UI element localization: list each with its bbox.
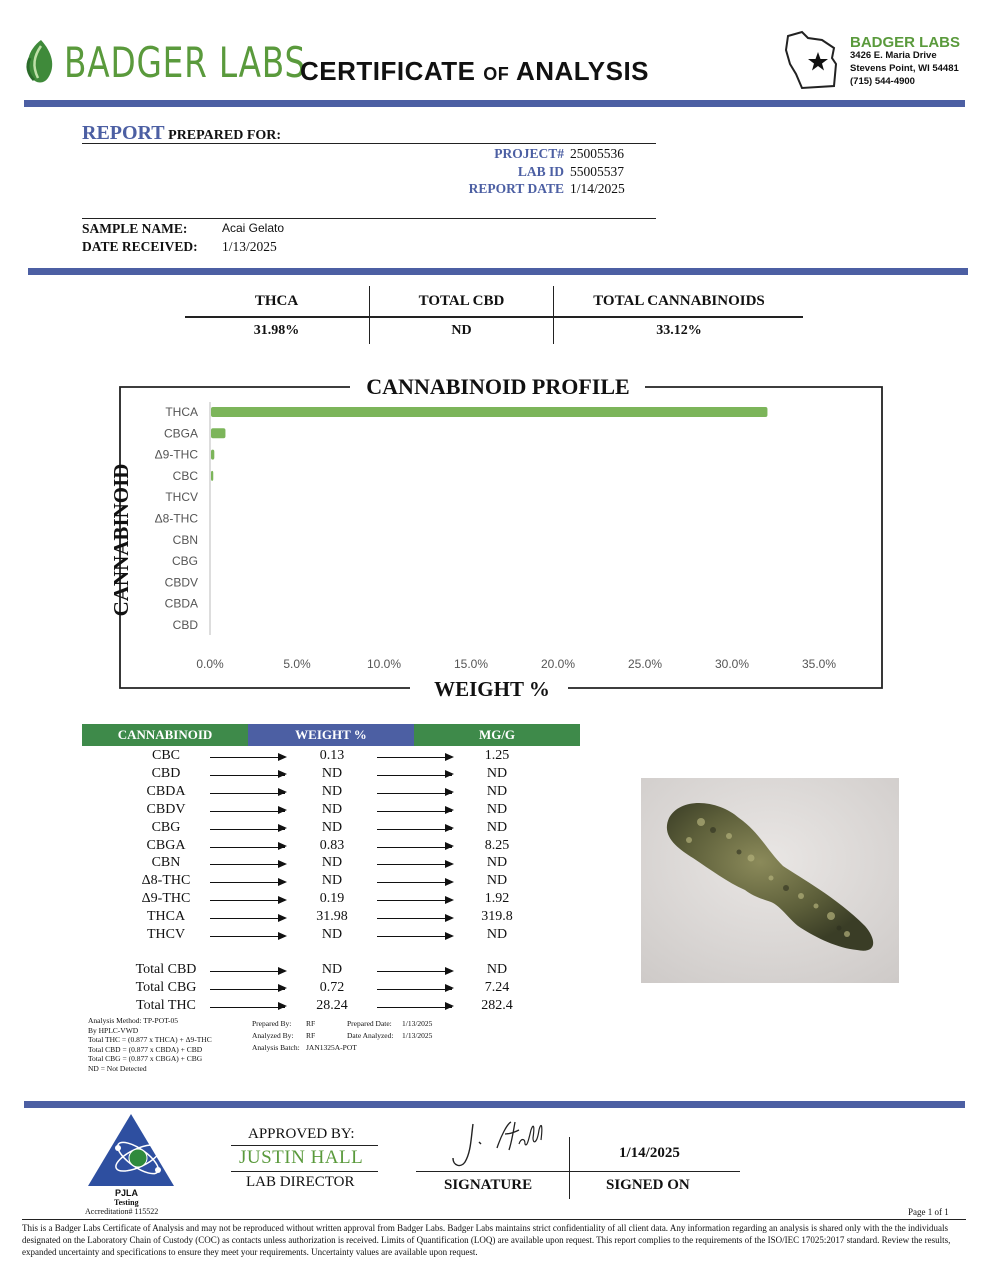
analyzed-by: RF bbox=[306, 1031, 316, 1040]
badger-labs-leaf-logo-icon bbox=[22, 38, 60, 86]
arrow-icon bbox=[377, 757, 452, 758]
chart-category-label: CBC bbox=[172, 468, 198, 483]
chart-category-label: Δ8-THC bbox=[154, 511, 198, 526]
chart-category-label: THCV bbox=[165, 490, 198, 505]
mg-value: ND bbox=[486, 801, 508, 817]
date-values bbox=[402, 1018, 432, 1042]
mg-value: ND bbox=[486, 927, 508, 942]
table-row bbox=[82, 998, 580, 1016]
table-row bbox=[82, 748, 580, 766]
report-word: REPORT bbox=[82, 122, 165, 144]
arrow-icon bbox=[210, 936, 285, 937]
date-received-value: 1/13/2025 bbox=[222, 239, 277, 254]
title-part-2: OF bbox=[483, 64, 510, 84]
arrow-icon bbox=[210, 757, 285, 758]
weight-value: ND bbox=[321, 855, 343, 871]
cannabinoid-name: Total CBD bbox=[135, 962, 197, 977]
arrow-icon bbox=[210, 900, 285, 901]
table-row bbox=[82, 820, 580, 838]
pjla-label: PJLA bbox=[115, 1188, 139, 1198]
arrow-icon bbox=[377, 918, 452, 919]
project-label: PROJECT# bbox=[494, 146, 564, 161]
cannabinoid-profile-chart bbox=[100, 370, 900, 705]
signature-divider bbox=[569, 1137, 570, 1199]
prepared-for-label: PREPARED FOR: bbox=[168, 128, 282, 143]
weight-value: ND bbox=[321, 873, 343, 889]
arrow-icon bbox=[210, 882, 285, 883]
disclaimer-text: This is a Badger Labs Certificate of Analysis and may not be reproduced without written approval from Badger Labs. Badger Labs maintains strict confidentiality of all client data. Any information regarding an analysis is shared only with the the individuals designated on the Laboratory Chain of Custody (COC) as contacts unless authorization is received. Limits of Quantification (LOQ) are available upon request. This report complies to the requirements of the ISO/IEC 17025:2017 standard. Review the results, expanded uncertainty and specifications to ensure they meet your requirements. Uncertainty values are available upon request. bbox=[22, 1223, 951, 1257]
chart-x-tick-label: 25.0% bbox=[627, 657, 663, 671]
date-info bbox=[347, 1018, 393, 1042]
chart-category-label: CBG bbox=[171, 554, 198, 569]
mg-value: ND bbox=[486, 873, 508, 889]
chart-category-label: CBDV bbox=[164, 575, 198, 590]
report-date-value: 1/14/2025 bbox=[570, 181, 625, 196]
chart-bar bbox=[211, 428, 225, 438]
table-row bbox=[82, 980, 580, 998]
arrow-icon bbox=[210, 829, 285, 830]
weight-value: 0.83 bbox=[319, 837, 345, 853]
sample-name-value: Acai Gelato bbox=[222, 221, 285, 235]
signed-on-value: 1/14/2025 bbox=[619, 1145, 680, 1161]
summary-rule bbox=[185, 316, 803, 318]
mg-value: ND bbox=[486, 783, 508, 799]
logo-wordmark: BADGER LABS bbox=[64, 38, 307, 87]
arrow-icon bbox=[210, 793, 285, 794]
report-heading-rule bbox=[82, 143, 656, 144]
approver-name: JUSTIN HALL bbox=[239, 1147, 364, 1168]
chart-y-axis-label: CANNABINOID bbox=[109, 463, 133, 617]
arrow-icon bbox=[210, 775, 285, 776]
summary-header-total-cannabinoids: TOTAL CANNABINOIDS bbox=[593, 293, 765, 309]
weight-value: 0.19 bbox=[319, 891, 345, 907]
approver-title: LAB DIRECTOR bbox=[246, 1174, 355, 1190]
pjla-sub: Testing bbox=[114, 1198, 139, 1207]
cannabinoid-name: THCV bbox=[146, 927, 186, 942]
method-line: Total CBG = (0.877 x CBGA) + CBG bbox=[88, 1054, 203, 1063]
results-header-weight: WEIGHT % bbox=[248, 724, 414, 746]
chart-title: CANNABINOID PROFILE bbox=[366, 374, 630, 399]
table-row bbox=[82, 927, 580, 945]
weight-value: ND bbox=[321, 819, 343, 835]
chart-x-tick-label: 10.0% bbox=[366, 657, 402, 671]
arrow-icon bbox=[210, 1007, 285, 1008]
cannabinoid-name: THCA bbox=[146, 909, 186, 925]
lab-phone: (715) 544-4900 bbox=[850, 76, 915, 87]
title-part-1: CERTIFICATE bbox=[300, 56, 484, 86]
arrow-icon bbox=[210, 918, 285, 919]
chart-frame bbox=[120, 387, 882, 688]
chart-bar bbox=[211, 450, 214, 460]
method-line: By HPLC-VWD bbox=[88, 1025, 139, 1035]
arrow-icon bbox=[377, 989, 452, 990]
disclaimer-rule bbox=[22, 1219, 966, 1220]
arrow-icon bbox=[377, 793, 452, 794]
chart-bar bbox=[211, 471, 213, 481]
sample-name-label: SAMPLE NAME: bbox=[82, 221, 188, 236]
chart-x-tick-label: 15.0% bbox=[453, 657, 489, 671]
method-line: Total CBD = (0.877 x CBDA) + CBD bbox=[88, 1044, 203, 1054]
document-title bbox=[300, 56, 649, 87]
page-number: Page 1 of 1 bbox=[908, 1207, 949, 1217]
arrow-icon bbox=[210, 989, 285, 990]
weight-value: ND bbox=[321, 962, 343, 977]
lab-id-label: LAB ID bbox=[517, 164, 564, 179]
report-date-label: REPORT DATE bbox=[468, 181, 564, 196]
mg-value: ND bbox=[486, 765, 508, 781]
cannabinoid-name: Δ9-THC bbox=[141, 891, 191, 907]
arrow-icon bbox=[377, 882, 452, 883]
table-row bbox=[82, 855, 580, 873]
address-line-1: 3426 E. Maria Drive bbox=[850, 50, 937, 61]
chart-category-label: CBD bbox=[172, 618, 198, 632]
lab-id-value: 55005537 bbox=[570, 164, 624, 179]
table-row bbox=[82, 838, 580, 856]
approver-name-rule bbox=[231, 1171, 378, 1172]
table-row bbox=[82, 873, 580, 891]
method-notes bbox=[88, 1016, 248, 1073]
results-header-mg: MG/G bbox=[414, 724, 580, 746]
prepared-by: RF bbox=[306, 1019, 316, 1028]
cannabinoid-name: CBG bbox=[151, 819, 181, 835]
results-header-cannabinoid: CANNABINOID bbox=[82, 724, 248, 746]
chart-x-tick-label: 35.0% bbox=[801, 657, 837, 671]
title-part-3: ANALYSIS bbox=[509, 56, 650, 86]
table-row bbox=[82, 784, 580, 802]
date-analyzed: 1/13/2025 bbox=[402, 1031, 433, 1040]
summary-value-thca: 31.98% bbox=[253, 323, 300, 338]
arrow-icon bbox=[210, 811, 285, 812]
chart-category-label: Δ9-THC bbox=[154, 447, 198, 462]
weight-value: 31.98 bbox=[316, 909, 348, 925]
mg-value: 1.92 bbox=[484, 891, 510, 907]
pjla-logo-icon bbox=[86, 1112, 176, 1188]
weight-value: ND bbox=[321, 783, 343, 799]
cannabinoid-name: CBDA bbox=[146, 783, 186, 799]
weight-value: ND bbox=[321, 765, 343, 781]
mg-value: ND bbox=[486, 962, 508, 977]
approved-by-rule bbox=[231, 1145, 378, 1146]
arrow-icon bbox=[377, 900, 452, 901]
date-analyzed-label: Date Analyzed: bbox=[347, 1031, 394, 1040]
cannabinoid-name: CBGA bbox=[146, 837, 186, 853]
chart-category-label: CBGA bbox=[163, 426, 198, 441]
mg-value: 282.4 bbox=[481, 997, 513, 1013]
weight-value: ND bbox=[321, 801, 343, 817]
chart-category-label: CBDA bbox=[164, 596, 198, 611]
sample-rule bbox=[82, 218, 656, 219]
cannabinoid-name: Total THC bbox=[136, 997, 196, 1013]
mg-value: 8.25 bbox=[484, 837, 510, 853]
signature-label: SIGNATURE bbox=[444, 1177, 533, 1193]
cannabinoid-name: CBD bbox=[151, 765, 181, 781]
table-row bbox=[82, 891, 580, 909]
arrow-icon bbox=[377, 847, 452, 848]
accreditation-number: Accreditation# 115522 bbox=[85, 1207, 159, 1216]
arrow-icon bbox=[210, 847, 285, 848]
weight-value: 0.72 bbox=[319, 979, 345, 995]
summary-table bbox=[185, 286, 803, 346]
chart-category-label: CBN bbox=[172, 532, 198, 547]
analyzed-by-label: Analyzed By: bbox=[252, 1031, 294, 1040]
arrow-icon bbox=[377, 971, 452, 972]
arrow-icon bbox=[377, 811, 452, 812]
mg-value: ND bbox=[486, 855, 508, 871]
mg-value: ND bbox=[486, 819, 508, 835]
summary-value-total-cannabinoids: 33.12% bbox=[656, 323, 702, 338]
arrow-icon bbox=[377, 1007, 452, 1008]
method-line: Total THC = (0.877 x THCA) + Δ9-THC bbox=[88, 1035, 212, 1044]
cannabinoid-name: CBN bbox=[151, 855, 181, 871]
batch-label: Analysis Batch: bbox=[252, 1043, 300, 1052]
header-divider bbox=[24, 100, 965, 107]
cannabinoid-name: CBDV bbox=[146, 801, 186, 817]
report-heading bbox=[82, 122, 281, 145]
prepared-date: 1/13/2025 bbox=[402, 1019, 433, 1028]
prepared-date-label: Prepared Date: bbox=[347, 1019, 392, 1028]
weight-value: 0.13 bbox=[319, 748, 345, 763]
chart-x-tick-label: 5.0% bbox=[283, 657, 311, 671]
lab-address-block bbox=[850, 36, 960, 88]
table-row bbox=[82, 962, 580, 980]
chart-x-axis-label: WEIGHT % bbox=[434, 677, 550, 701]
chart-x-tick-label: 20.0% bbox=[540, 657, 576, 671]
arrow-icon bbox=[377, 936, 452, 937]
table-row bbox=[82, 766, 580, 784]
sample-photo bbox=[641, 778, 899, 983]
mg-value: 7.24 bbox=[484, 979, 510, 995]
cannabinoid-name: Δ8-THC bbox=[141, 873, 191, 889]
project-value: 25005536 bbox=[570, 146, 624, 161]
mg-value: 1.25 bbox=[484, 748, 510, 763]
handwritten-signature bbox=[445, 1118, 555, 1173]
table-row bbox=[82, 909, 580, 927]
chart-x-tick-label: 30.0% bbox=[714, 657, 750, 671]
weight-value: 28.24 bbox=[316, 997, 348, 1013]
summary-value-total-cbd: ND bbox=[451, 323, 472, 338]
arrow-icon bbox=[377, 829, 452, 830]
address-line-2: Stevens Point, WI 54481 bbox=[850, 63, 959, 74]
arrow-icon bbox=[377, 864, 452, 865]
signature-rule bbox=[416, 1171, 740, 1172]
wisconsin-map-icon bbox=[782, 28, 844, 94]
arrow-icon bbox=[377, 775, 452, 776]
report-divider bbox=[28, 268, 968, 275]
date-received-label: DATE RECEIVED: bbox=[82, 239, 198, 254]
approved-by-label: APPROVED BY: bbox=[248, 1126, 355, 1142]
summary-header-thca: THCA bbox=[254, 293, 299, 309]
arrow-icon bbox=[210, 864, 285, 865]
arrow-icon bbox=[210, 971, 285, 972]
chart-category-label: THCA bbox=[165, 405, 198, 419]
weight-value: ND bbox=[321, 927, 343, 942]
method-line: ND = Not Detected bbox=[88, 1063, 147, 1073]
prepared-by-label: Prepared By: bbox=[252, 1019, 292, 1028]
mg-value: 319.8 bbox=[481, 909, 513, 925]
table-row bbox=[82, 802, 580, 820]
chart-bar bbox=[211, 407, 767, 417]
lab-name: BADGER LABS bbox=[850, 34, 961, 51]
summary-header-total-cbd: TOTAL CBD bbox=[418, 293, 505, 309]
analysis-batch: JAN1325A-POT bbox=[306, 1043, 357, 1052]
signed-on-label: SIGNED ON bbox=[606, 1177, 690, 1193]
chart-x-tick-label: 0.0% bbox=[196, 657, 224, 671]
method-line: Analysis Method: TP-POT-05 bbox=[88, 1016, 179, 1025]
footer-divider bbox=[24, 1101, 965, 1108]
summary-divider-2 bbox=[553, 286, 554, 344]
cannabinoid-name: CBC bbox=[151, 748, 180, 763]
cannabinoid-name: Total CBG bbox=[135, 979, 197, 995]
